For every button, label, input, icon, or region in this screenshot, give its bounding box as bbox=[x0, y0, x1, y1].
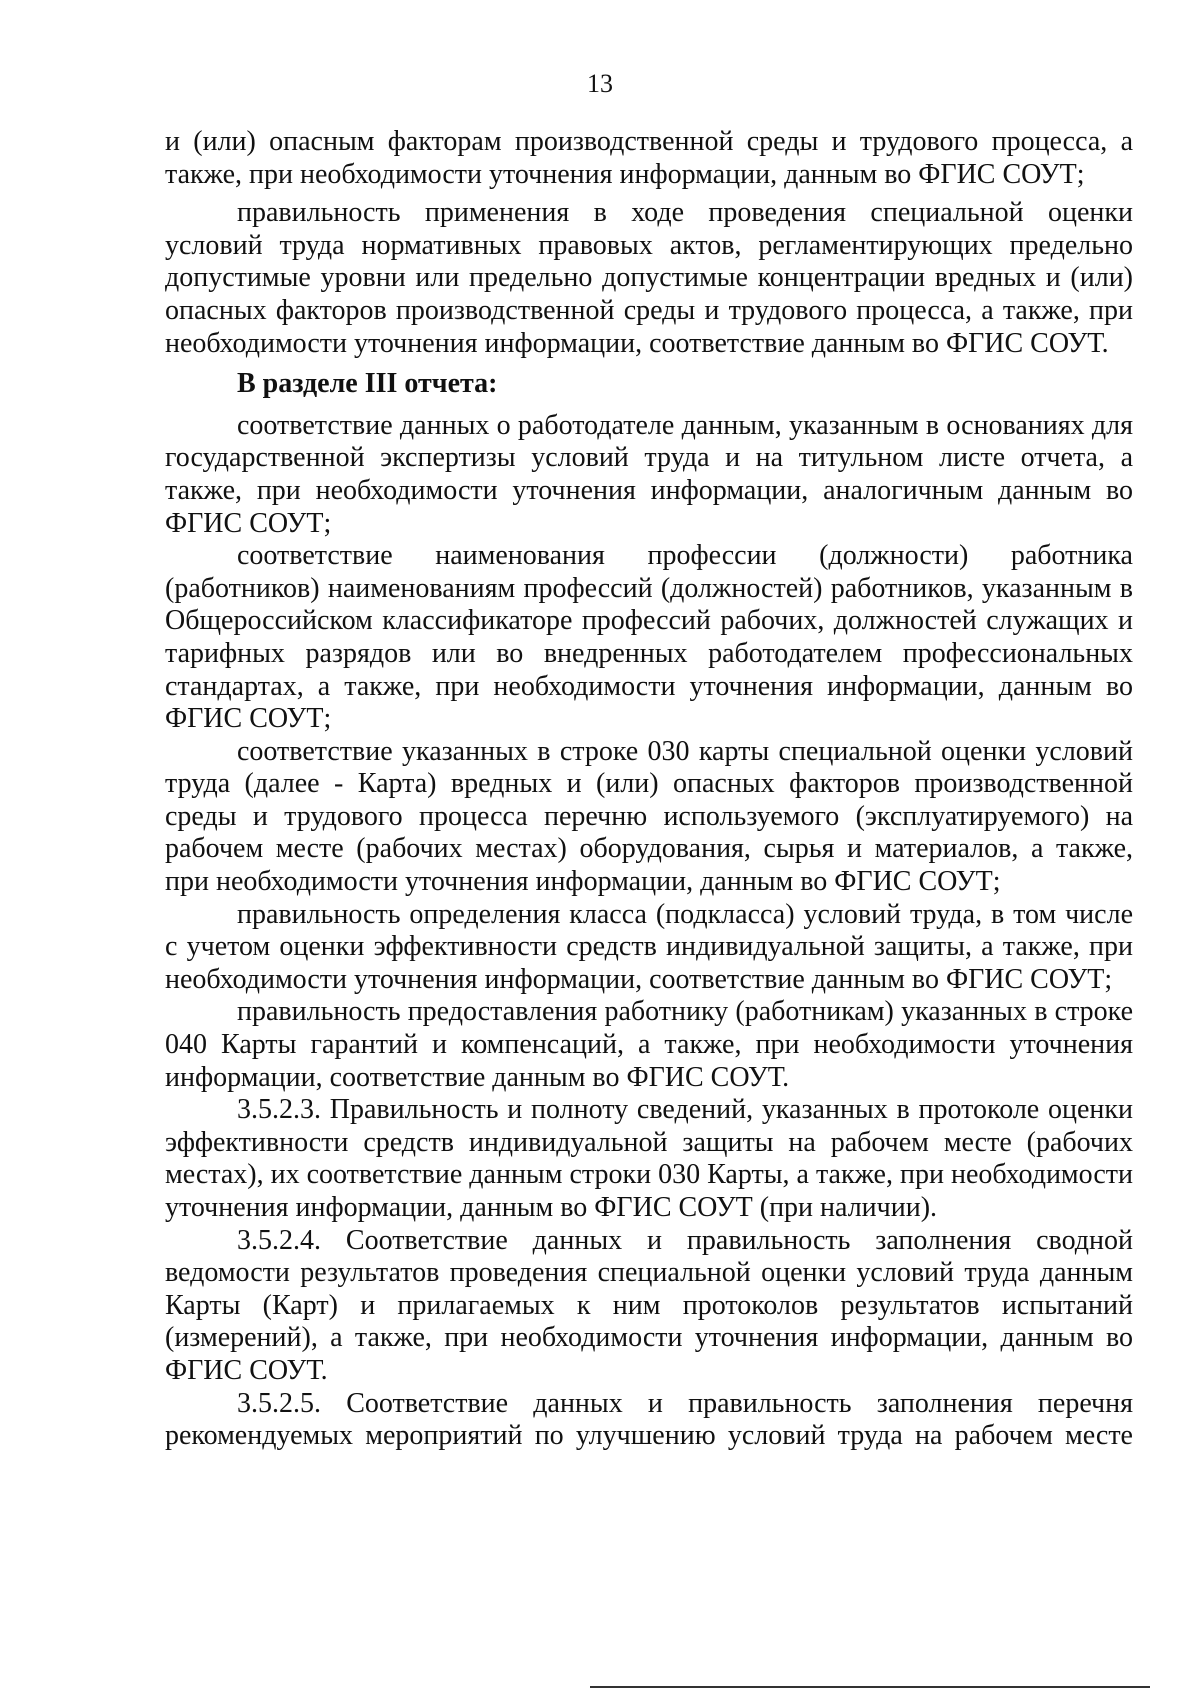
paragraph-3-5-2-5: 3.5.2.5. Соответствие данных и правильность заполнения перечня рекомендуемых мероприятий по улучшению условий труда на рабочем месте bbox=[165, 1387, 1133, 1452]
paragraph-legal-acts: правильность применения в ходе проведения специальной оценки условий труда нормативных правовых актов, регламентирующих предельно допустимые уровни или предельно допустимые концентрации вредных и (или) опасных факторов производственной среды и трудового процесса, а также, при необходимости уточнения информации, соответствие данным во ФГИС СОУТ. bbox=[165, 197, 1133, 359]
paragraph-guarantees: правильность предоставления работнику (работникам) указанных в строке 040 Карты гарантий и компенсаций, а также, при необходимости уточнения информации, соответствие данным во ФГИС СОУТ. bbox=[165, 996, 1133, 1093]
paragraph-3-5-2-4: 3.5.2.4. Соответствие данных и правильность заполнения сводной ведомости результатов проведения специальной оценки условий труда данным Карты (Карт) и прилагаемых к ним протоколов результатов испытаний (измерений), а также, при необходимости уточнения информации, данным во ФГИС СОУТ. bbox=[165, 1224, 1133, 1386]
paragraph-profession-names: соответствие наименования профессии (должности) работника (работников) наименованиям профессий (должностей) работников, указанным в Общероссийском классификаторе профессий рабочих, должностей служащих и тарифных разрядов или во внедренных работодателем профессиональных стандартах, а также, при необходимости уточнения информации, данным во ФГИС СОУТ; bbox=[165, 540, 1133, 735]
paragraph-hazard-factors: соответствие указанных в строке 030 карты специальной оценки условий труда (далее - Карта) вредных и (или) опасных факторов производственной среды и трудового процесса перечню используемого (эксплуатируемого) на рабочем месте (рабочих местах) оборудования, сырья и материалов, а также, при необходимости уточнения информации, данным во ФГИС СОУТ; bbox=[165, 735, 1133, 898]
page-number: 13 bbox=[587, 69, 613, 98]
section-heading: В разделе III отчета: bbox=[237, 368, 498, 400]
paragraph-continuation: и (или) опасным факторам производственной среды и трудового процесса, а также, при необходимости уточнения информации, данным во ФГИС СОУТ; bbox=[165, 126, 1133, 190]
paragraph-employer-data: соответствие данных о работодателе данным, указанным в основаниях для государственной экспертизы условий труда и на титульном листе отчета, а также, при необходимости уточнения информации, аналогичным данным во ФГИС СОУТ; bbox=[165, 409, 1133, 539]
paragraph-3-5-2-3: 3.5.2.3. Правильность и полноту сведений, указанных в протоколе оценки эффективности средств индивидуальной защиты на рабочем месте (рабочих местах), их соответствие данным строки 030 Карты, а также, при необходимости уточнения информации, данным во ФГИС СОУТ (при наличии). bbox=[165, 1094, 1133, 1223]
document-body bbox=[165, 126, 1133, 1453]
paragraph-class-determination: правильность определения класса (подкласса) условий труда, в том числе с учетом оценки эффективности средств индивидуальной защиты, а также, при необходимости уточнения информации, соответствие данным во ФГИС СОУТ; bbox=[165, 898, 1133, 995]
footer-rule bbox=[590, 1686, 1150, 1688]
